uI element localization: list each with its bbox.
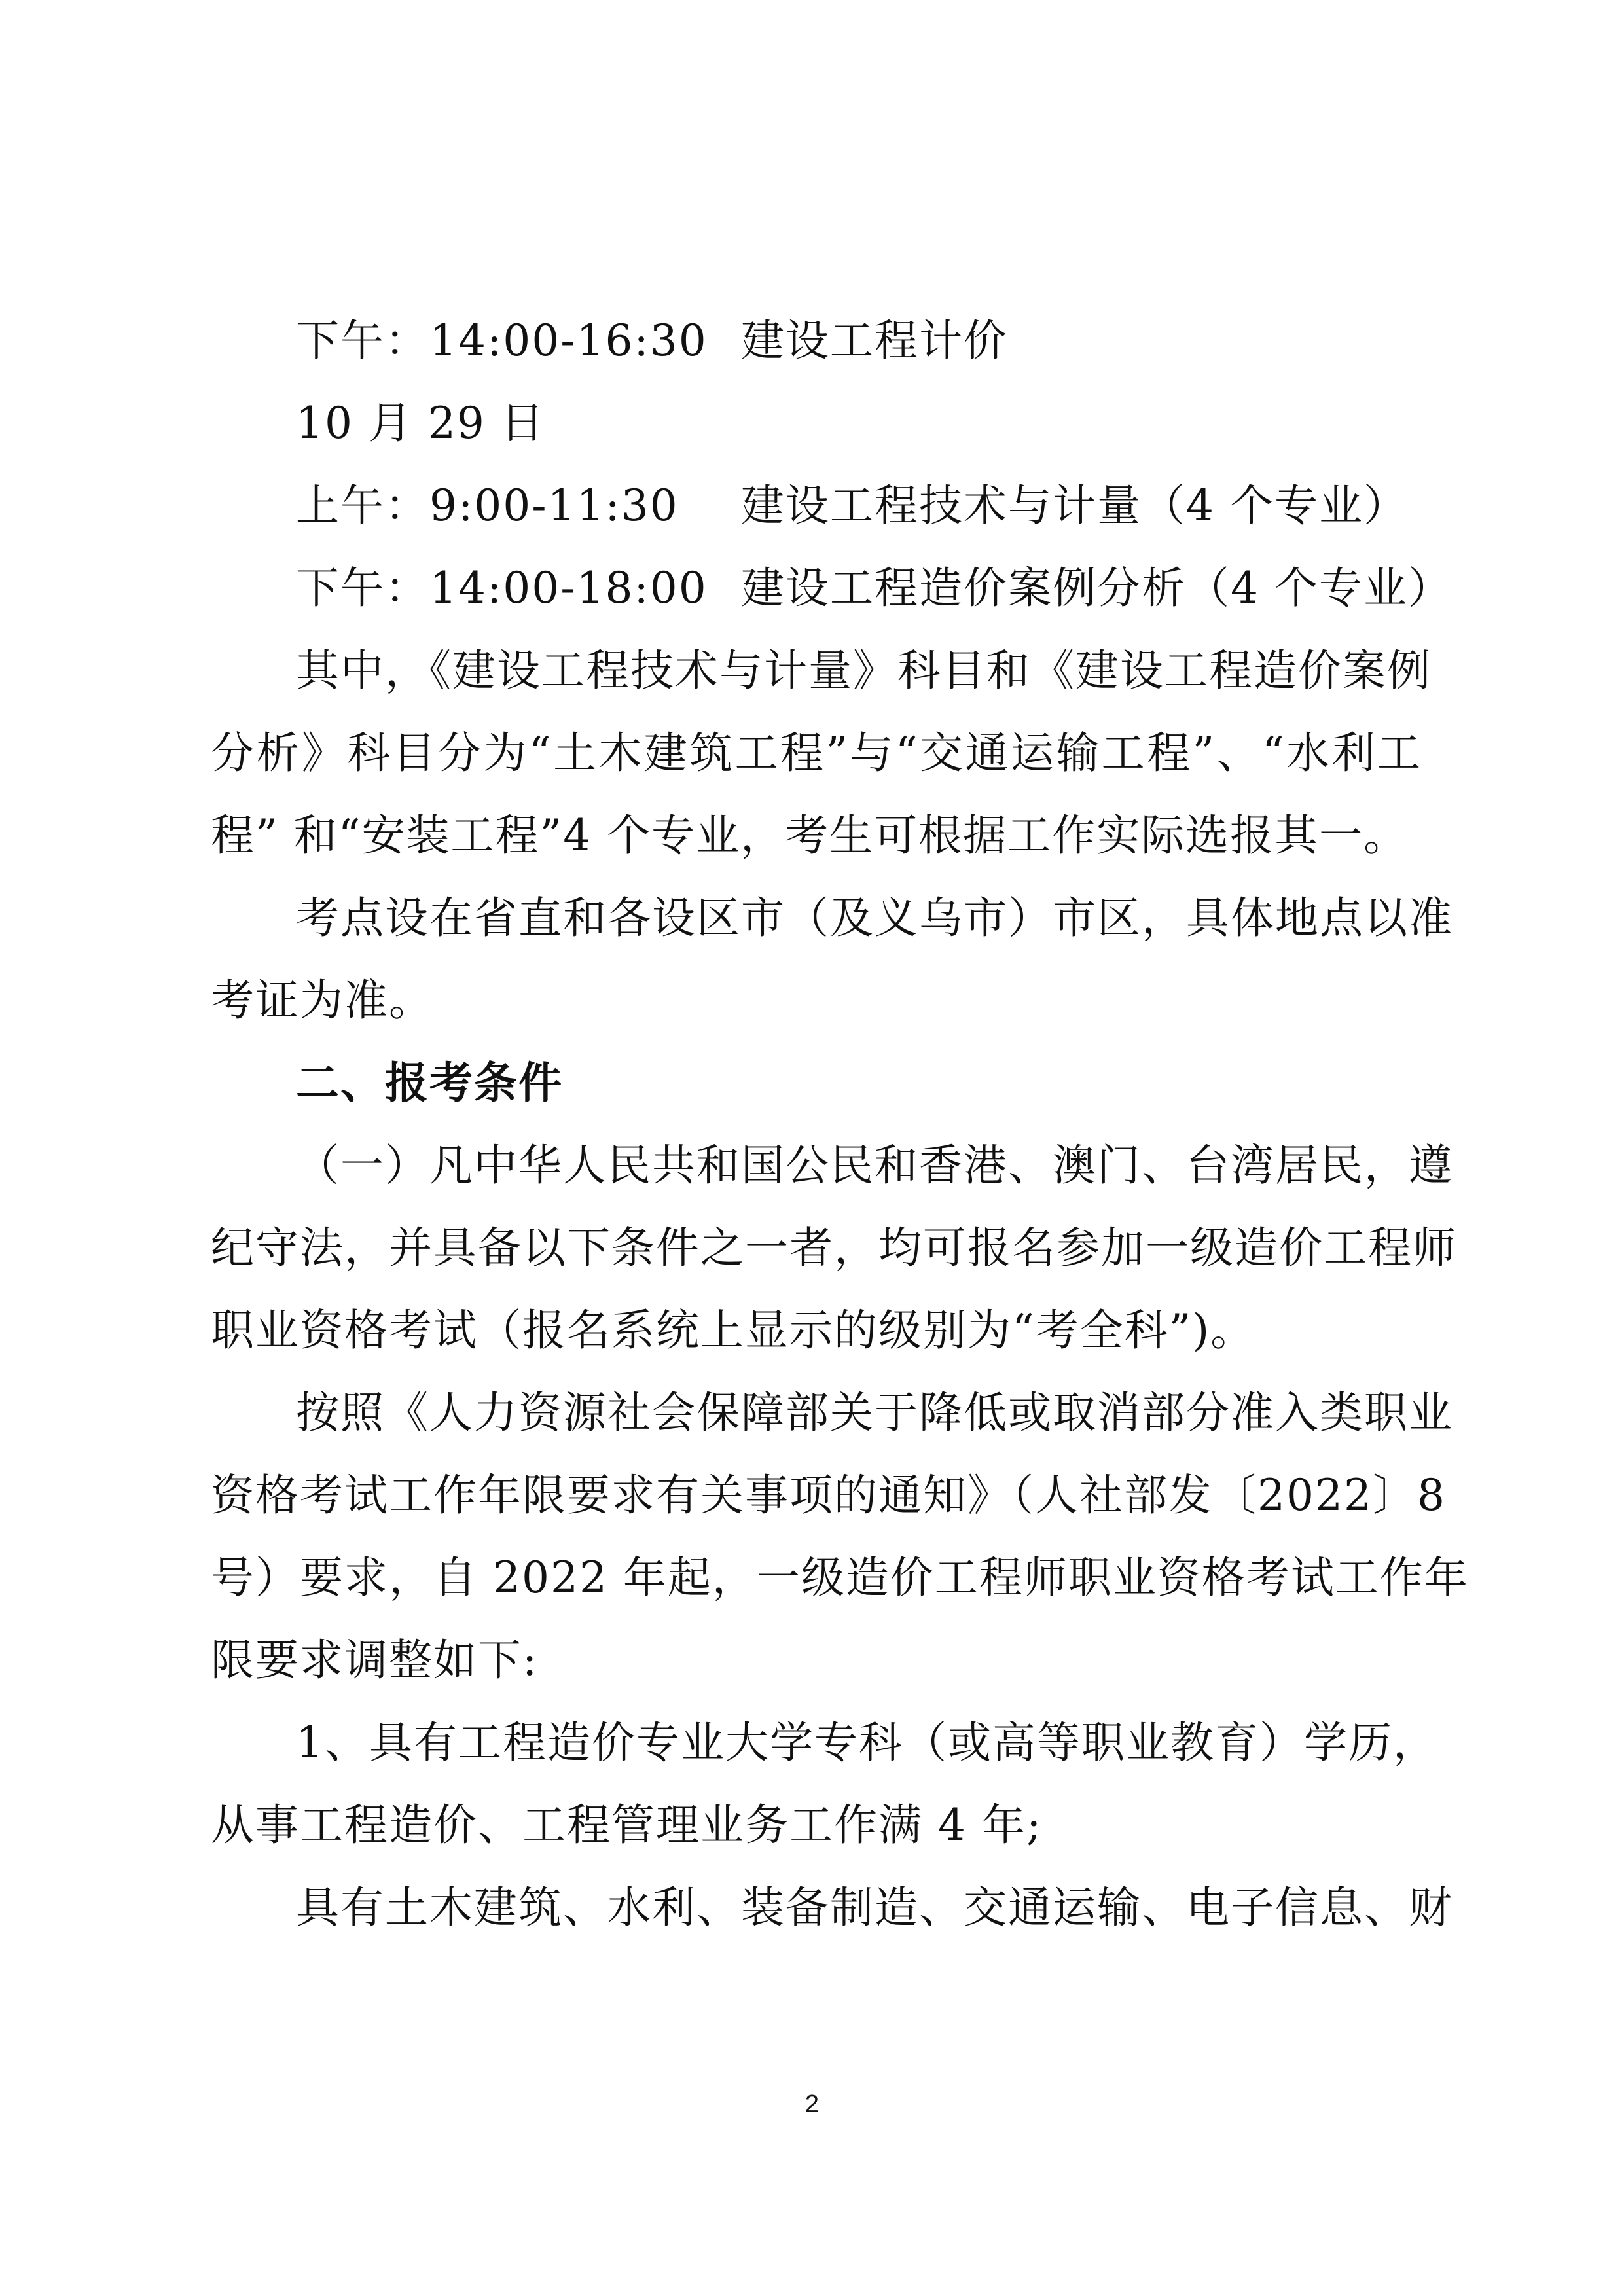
paragraph-location-line-1: 考点设在省直和各设区市（及义乌市）市区，具体地点以准 [296,893,1453,943]
section-heading: 二、报考条件 [296,1058,563,1108]
schedule-row-morning [296,476,1422,535]
paragraph-eligibility-line-3: 职业资格考试（报名系统上显示的级别为“考全科”)。 [211,1305,1255,1355]
schedule-row-afternoon-1 [296,312,1422,370]
page-number: 2 [804,2090,820,2118]
paragraph-eligibility-line-1: （一）凡中华人民共和国公民和香港、澳门、台湾居民，遵 [296,1140,1453,1191]
paragraph-notice-line-4: 限要求调整如下: [211,1635,539,1685]
schedule-date [296,394,1422,453]
schedule-date-text: 10 月 29 日 [296,398,545,448]
schedule-subject: 建设工程计价 [741,315,1008,366]
schedule-subject: 建设工程造价案例分析（4 个专业） [741,563,1453,613]
paragraph-notice-line-1: 按照《人力资源社会保障部关于降低或取消部分准入类职业 [296,1388,1453,1438]
paragraph-subjects-line-2: 分析》科目分为“土木建筑工程”与“交通运输工程”、“水利工 [211,728,1422,778]
schedule-time: 下午：14:00-16:30 [296,315,708,366]
paragraph-notice-line-3: 号）要求，自 2022 年起，一级造价工程师职业资格考试工作年 [211,1552,1469,1603]
schedule-subject: 建设工程技术与计量（4 个专业） [741,480,1408,531]
paragraph-subjects-line-3: 程” 和“安装工程”4 个专业，考生可根据工作实际选报其一。 [211,810,1409,861]
item-1-line-1: 1、具有工程造价专业大学专科（或高等职业教育）学历， [296,1717,1437,1768]
schedule-time: 上午：9:00-11:30 [296,480,679,531]
paragraph-majors-line-1: 具有土木建筑、水利、装备制造、交通运输、电子信息、财 [296,1882,1453,1933]
schedule-time: 下午：14:00-18:00 [296,563,708,613]
paragraph-notice-line-2: 资格考试工作年限要求有关事项的通知》（人社部发〔2022〕8 [211,1470,1446,1520]
item-1-line-2: 从事工程造价、工程管理业务工作满 4 年; [211,1800,1043,1850]
paragraph-subjects-line-1: 其中，《建设工程技术与计量》科目和《建设工程造价案例 [296,645,1432,696]
paragraph-location-line-2: 考证为准。 [211,975,433,1026]
schedule-row-afternoon-2 [296,559,1453,618]
paragraph-eligibility-line-2: 纪守法，并具备以下条件之一者，均可报名参加一级造价工程师 [211,1223,1457,1273]
